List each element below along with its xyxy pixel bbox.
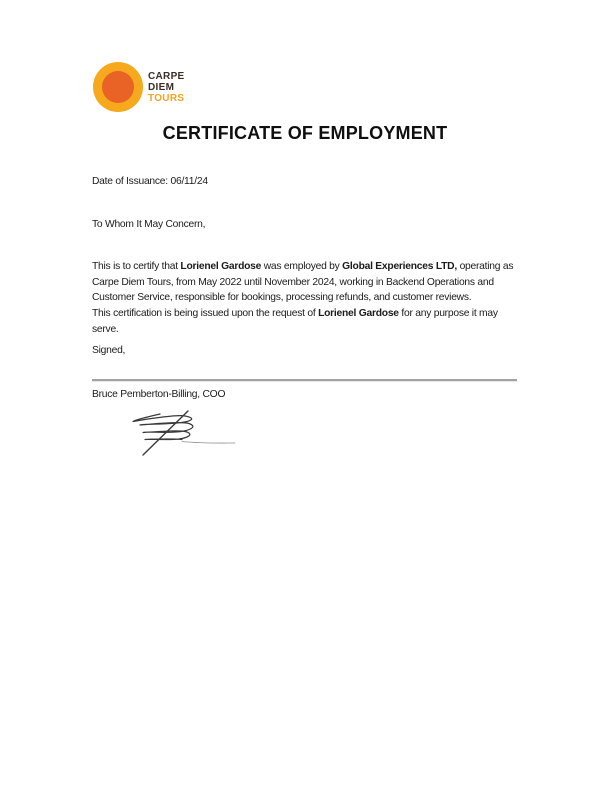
logo-wordmark xyxy=(148,71,185,104)
employee-name-2: Lorienel Gardose xyxy=(318,308,399,319)
para2-seg1: This certification is being issued upon the request of xyxy=(92,308,319,319)
logo-outer-circle xyxy=(93,62,143,112)
document-title: CERTIFICATE OF EMPLOYMENT xyxy=(162,123,448,143)
para1-seg5: operating as Carpe Diem Tours, from May 2022 until November 2024, working in Backend Operations and Customer Service, responsible for bookings, processing refunds, and customer reviews. xyxy=(92,261,514,303)
logo-word-tours: TOURS xyxy=(148,93,185,104)
body-paragraph-1 xyxy=(92,259,519,306)
signatory-name: Bruce Pemberton-Billing, COO xyxy=(92,389,226,400)
salutation: To Whom It May Concern, xyxy=(92,219,206,230)
para1-seg1: This is to certify that xyxy=(92,261,181,272)
para2-seg3: for any purpose it may serve. xyxy=(92,308,498,335)
logo-inner-circle xyxy=(102,71,134,103)
employer-name: Global Experiences LTD, xyxy=(342,261,457,272)
signed-label: Signed, xyxy=(92,345,126,356)
logo-word-carpe: CARPE xyxy=(148,71,185,82)
signature-scribble xyxy=(127,404,237,459)
employee-name: Lorienel Gardose xyxy=(180,261,262,272)
date-of-issuance: Date of Issuance: 06/11/24 xyxy=(92,176,208,187)
signature-rule xyxy=(92,379,517,382)
logo-word-diem: DIEM xyxy=(148,82,175,93)
body-paragraph-2 xyxy=(92,306,519,337)
para1-seg3: was employed by xyxy=(261,261,343,272)
